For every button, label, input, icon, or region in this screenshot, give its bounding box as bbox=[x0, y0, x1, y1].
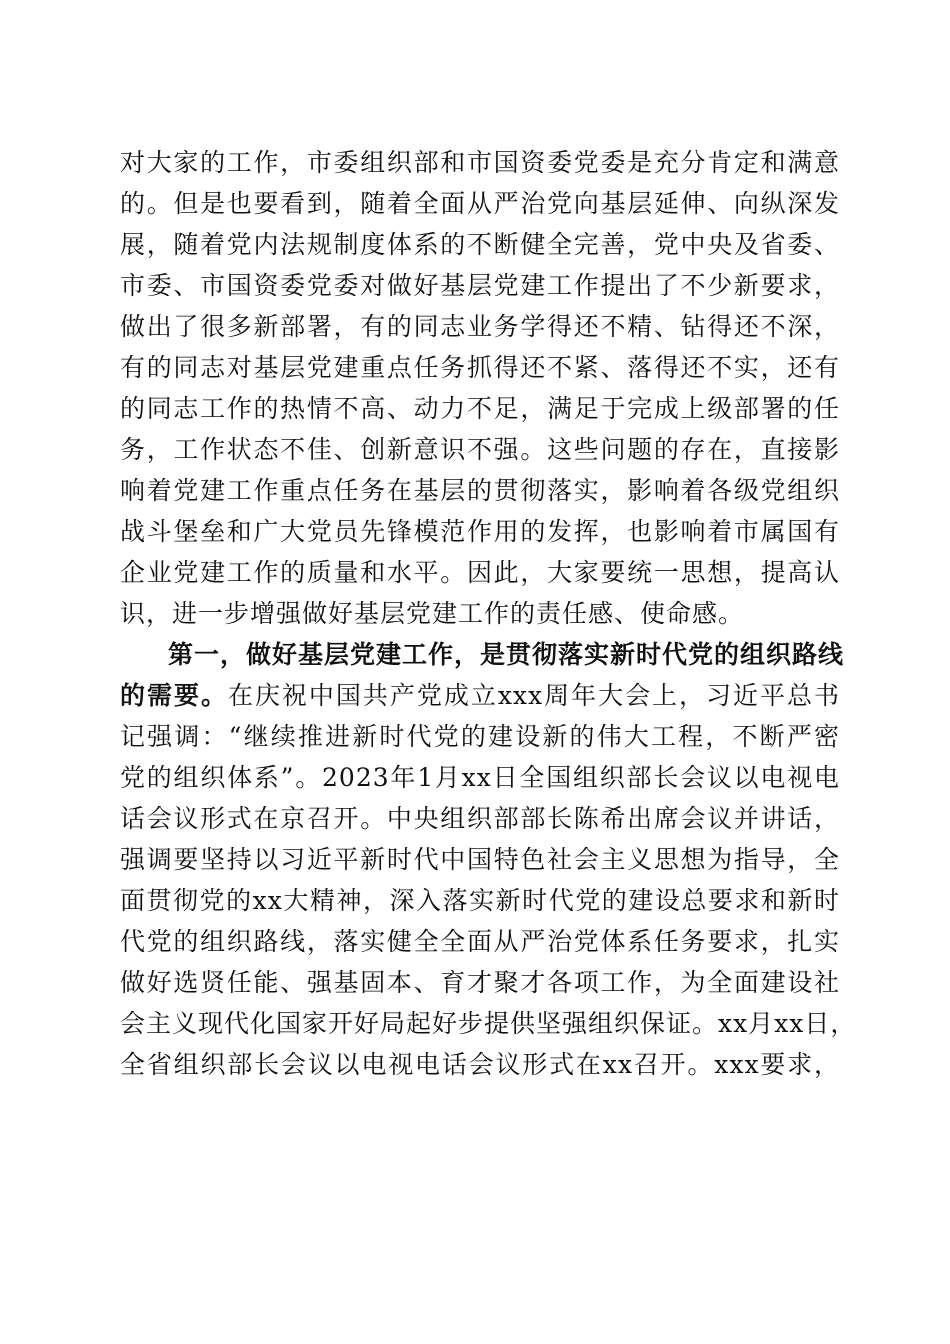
text-line: 战斗堡垒和广大党员先锋模范作用的发挥，也影响着市属国有 bbox=[120, 517, 840, 546]
paragraph-1 bbox=[120, 142, 840, 634]
text-line: 有的同志对基层党建重点任务抓得还不紧、落得还不实，还有 bbox=[120, 353, 840, 382]
text-line: 做好选贤任能、强基固本、育才聚才各项工作，为全面建设社 bbox=[120, 968, 840, 997]
text-line: 对大家的工作，市委组织部和市国资委党委是充分肯定和满意 bbox=[120, 148, 840, 177]
text-line: 全省组织部长会议以电视电话会议形式在xx召开。xxx要求， bbox=[120, 1050, 840, 1079]
text-line: 党的组织体系”。2023年1月xx日全国组织部长会议以电视电 bbox=[120, 763, 840, 792]
text-line bbox=[120, 675, 840, 716]
text-line: 代党的组织路线，落实健全全面从严治党体系任务要求，扎实 bbox=[120, 927, 840, 956]
text-line: 会主义现代化国家开好局起好步提供坚强组织保证。xx月xx日， bbox=[120, 1009, 857, 1038]
text-line: 的同志工作的热情不高、动力不足，满足于完成上级部署的任 bbox=[120, 394, 840, 423]
text-line: 企业党建工作的质量和水平。因此，大家要统一思想，提高认 bbox=[120, 558, 840, 587]
text-line: 做出了很多新部署，有的同志业务学得还不精、钻得还不深， bbox=[120, 312, 840, 341]
text-line: 记强调：“继续推进新时代党的建设新的伟大工程，不断严密 bbox=[120, 722, 840, 751]
text-line: 市委、市国资委党委对做好基层党建工作提出了不少新要求， bbox=[120, 271, 840, 300]
text-line: 的。但是也要看到，随着全面从严治党向基层延伸、向纵深发 bbox=[120, 189, 840, 218]
body-text bbox=[120, 142, 857, 1085]
text-line: 展，随着党内法规制度体系的不断健全完善，党中央及省委、 bbox=[120, 230, 840, 259]
text-line: 话会议形式在京召开。中央组织部部长陈希出席会议并讲话， bbox=[120, 804, 840, 833]
paragraph-2 bbox=[120, 634, 857, 1085]
section-heading-end: 的需要。 bbox=[120, 681, 228, 710]
text-line: 面贯彻党的xx大精神，深入落实新时代党的建设总要求和新时 bbox=[120, 886, 840, 915]
text-span: 在庆祝中国共产党成立xxx周年大会上，习近平总书 bbox=[227, 681, 840, 710]
text-line: 务，工作状态不佳、创新意识不强。这些问题的存在，直接影 bbox=[120, 435, 840, 464]
section-heading-line: 第一，做好基层党建工作，是贯彻落实新时代党的组织路线 bbox=[168, 640, 845, 669]
text-line: 强调要坚持以习近平新时代中国特色社会主义思想为指导，全 bbox=[120, 845, 840, 874]
text-line: 响着党建工作重点任务在基层的贯彻落实，影响着各级党组织 bbox=[120, 476, 840, 505]
text-line: 识，进一步增强做好基层党建工作的责任感、使命感。 bbox=[120, 599, 745, 628]
